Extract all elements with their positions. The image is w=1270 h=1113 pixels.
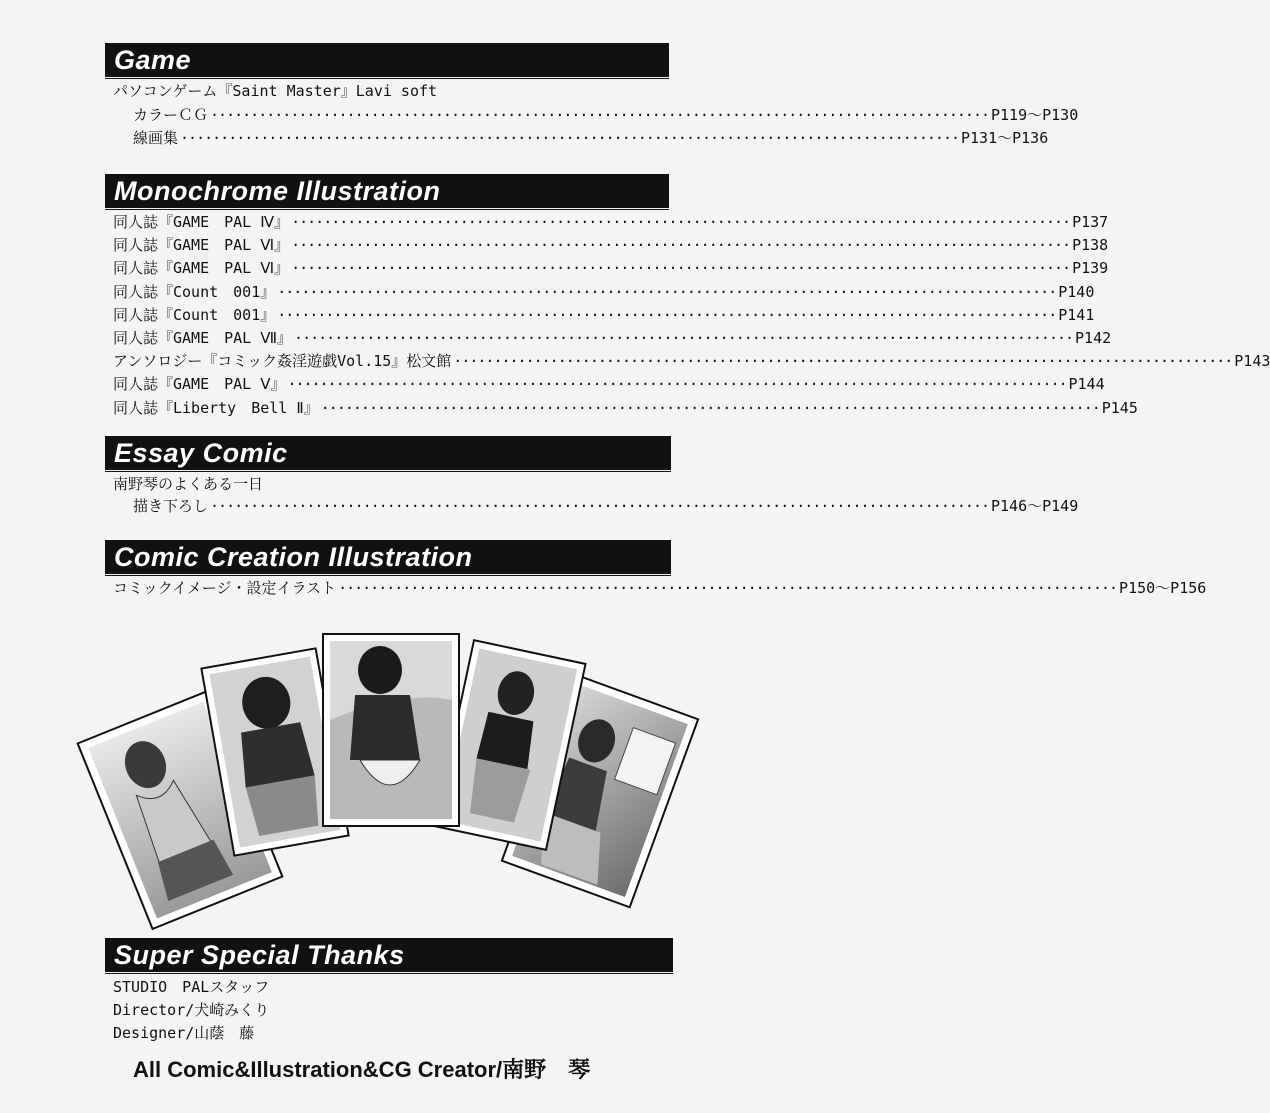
page-ref: P139 — [1072, 259, 1109, 277]
leader-dots: ································································································· — [291, 236, 1071, 254]
page-ref: P141 — [1058, 306, 1095, 324]
leader-dots: ································································································· — [291, 259, 1071, 277]
leader-dots: ································································································· — [338, 579, 1118, 597]
leader-dots: ································································································· — [210, 497, 989, 515]
toc-label: 南野琴のよくある一日 — [113, 475, 264, 493]
page-ref: P138 — [1072, 236, 1109, 254]
leader-dots: ································································································· — [320, 399, 1100, 417]
page-ref: P150〜P156 — [1119, 579, 1207, 597]
toc-label: 描き下ろし — [133, 497, 209, 515]
toc-label: 同人誌『GAME PAL Ⅶ』 — [113, 329, 293, 347]
leader-dots: ································································································· — [453, 352, 1233, 370]
toc-label: コミックイメージ・設定イラスト — [113, 579, 337, 597]
credit-line: STUDIO PALスタッフ — [113, 978, 270, 996]
toc-label: 同人誌『GAME PAL Ⅵ』 — [113, 236, 290, 254]
toc-label: 同人誌『Count 001』 — [113, 306, 276, 324]
page-ref: P119〜P130 — [991, 106, 1079, 124]
toc-label: 同人誌『GAME PAL Ⅴ』 — [113, 375, 286, 393]
toc-label: 同人誌『Liberty Bell Ⅱ』 — [113, 399, 319, 417]
page-ref: P140 — [1058, 283, 1095, 301]
creator-credit: All Comic&Illustration&CG Creator/南野 琴 — [133, 1057, 591, 1082]
toc-label: 同人誌『Count 001』 — [113, 283, 276, 301]
toc-label: アンソロジー『コミック姦淫遊戯Vol.15』松文館 — [113, 352, 452, 370]
toc-label: 同人誌『GAME PAL Ⅳ』 — [113, 213, 290, 231]
section-rule — [105, 973, 673, 974]
page-ref: P146〜P149 — [991, 497, 1079, 515]
page-ref: P144 — [1068, 375, 1105, 393]
section-header-monochrome: Monochrome Illustration — [105, 174, 669, 208]
section-header-essay: Essay Comic — [105, 436, 671, 470]
credit-line: Director/犬崎みくり — [113, 1001, 270, 1019]
page-ref: P142 — [1075, 329, 1112, 347]
illustration-card-center — [323, 634, 459, 826]
toc-label: 線画集 — [133, 129, 179, 147]
page-ref: P145 — [1101, 399, 1138, 417]
page-ref: P137 — [1072, 213, 1109, 231]
section-header-game: Game — [105, 43, 669, 77]
page-ref: P131〜P136 — [961, 129, 1049, 147]
leader-dots: ································································································· — [180, 129, 959, 147]
leader-dots: ································································································· — [287, 375, 1067, 393]
leader-dots: ································································································· — [277, 306, 1057, 324]
toc-label: パソコンゲーム『Saint Master』Lavi soft — [113, 82, 438, 100]
section-header-thanks: Super Special Thanks — [105, 938, 673, 972]
leader-dots: ································································································· — [291, 213, 1071, 231]
toc-label: カラーＣＧ — [133, 106, 209, 124]
credit-line: Designer/山蔭 藤 — [113, 1024, 255, 1042]
leader-dots: ································································································· — [277, 283, 1057, 301]
toc-label: 同人誌『GAME PAL Ⅵ』 — [113, 259, 290, 277]
leader-dots: ································································································· — [210, 106, 989, 124]
page-ref: P143 — [1234, 352, 1270, 370]
leader-dots: ································································································· — [294, 329, 1074, 347]
section-header-comic-creation: Comic Creation Illustration — [105, 540, 671, 574]
